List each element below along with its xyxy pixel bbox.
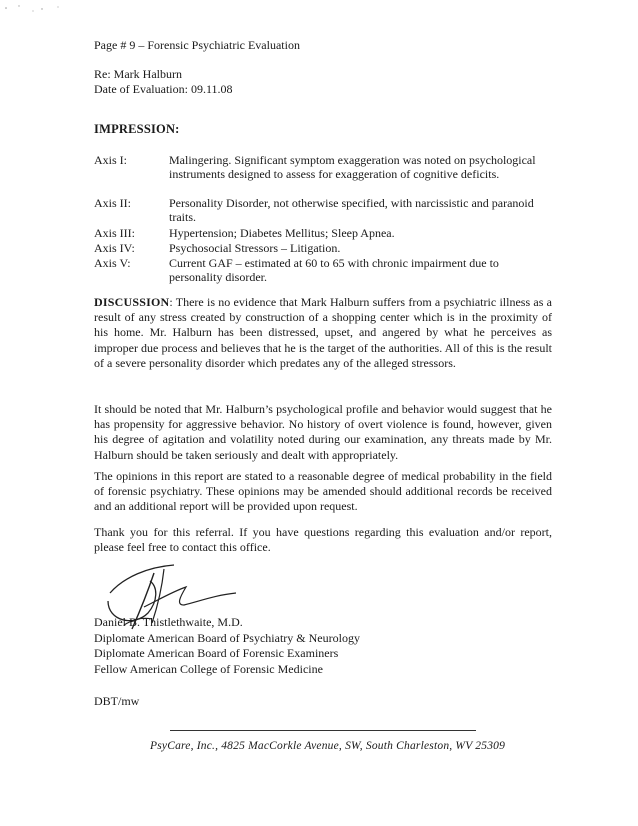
axis-text: Personality Disorder, not otherwise specified, with narcissistic and paranoid traits. [169, 196, 534, 225]
page-number-line: Page # 9 – Forensic Psychiatric Evaluation [94, 38, 300, 52]
axis-label: Axis V: [94, 256, 131, 270]
body-paragraph: The opinions in this report are stated to a reasonable degree of medical probability in the field of forensic psychiatry. These opinions may be amended should additional records be received and an additional report will be provided upon request. [94, 469, 552, 514]
scan-specks [0, 0, 80, 20]
axis-text: Psychosocial Stressors – Litigation. [169, 241, 341, 255]
signature-block [94, 615, 360, 677]
impression-heading: IMPRESSION: [94, 122, 180, 136]
footer-address: PsyCare, Inc., 4825 MacCorkle Avenue, SW, South Charleston, WV 25309 [150, 740, 506, 752]
axis-label: Axis II: [94, 196, 131, 210]
axis-row [94, 226, 554, 241]
discussion-text: : There is no evidence that Mark Halburn suffers from a psychiatric illness as a result of any stress created by construction of a shopping center which is in the proximity of his home. Mr. Halburn has been distressed, upset, and angered by what he perceives as improper due process and believes that he is the target of the authorities. All of this is the result of a severe personality disorder which predates any of the alleged stressors. [94, 295, 552, 370]
re-line: Re: Mark Halburn [94, 67, 182, 81]
axis-text: Hypertension; Diabetes Mellitus; Sleep Apnea. [169, 226, 395, 240]
axis-label: Axis IV: [94, 241, 135, 255]
signer-name: Daniel B. Thistlethwaite, M.D. [94, 615, 243, 629]
axis-row [94, 241, 554, 256]
footer-divider [170, 730, 476, 731]
typist-initials: DBT/mw [94, 694, 140, 708]
credential-line: Fellow American College of Forensic Medicine [94, 661, 323, 676]
axis-text: Current GAF – estimated at 60 to 65 with chronic impairment due to personality disorder. [169, 256, 499, 285]
discussion-heading: DISCUSSION [94, 295, 170, 309]
axis-row [94, 196, 554, 226]
axis-label: Axis III: [94, 226, 135, 240]
evaluation-date: Date of Evaluation: 09.11.08 [94, 82, 233, 96]
body-paragraph: Thank you for this referral. If you have questions regarding this evaluation and/or report, please feel free to contact this office. [94, 525, 552, 555]
axis-label: Axis I: [94, 153, 127, 167]
axis-text: Malingering. Significant symptom exaggeration was noted on psychological instruments designed to assess for exaggeration of cognitive deficits. [169, 153, 536, 182]
body-paragraph: It should be noted that Mr. Halburn’s psychological profile and behavior would suggest that he has propensity for aggressive behavior. No history of overt violence is found, however, given his degree of agitation and volatility noted during our examination, any threats made by Mr. Halburn should be taken seriously and dealt with appropriately. [94, 402, 552, 462]
axis-row [94, 153, 554, 197]
axis-row [94, 256, 554, 286]
discussion-paragraph [94, 295, 552, 371]
credential-line: Diplomate American Board of Forensic Examiners [94, 646, 339, 660]
credential-line: Diplomate American Board of Psychiatry & Neurology [94, 630, 360, 645]
